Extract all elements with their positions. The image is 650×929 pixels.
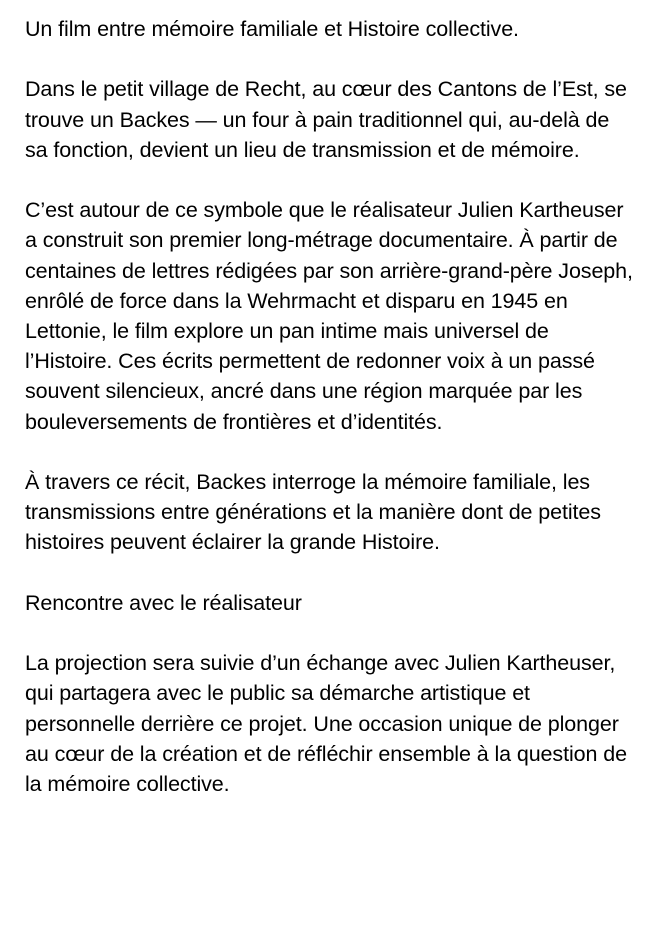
section-heading-meeting: Rencontre avec le réalisateur (25, 590, 302, 615)
intro-line: Un film entre mémoire familiale et Histoire collective. (25, 17, 519, 41)
paragraph-screening-exchange: La projection sera suivie d’un échange avec Julien Kartheuser, qui partagera avec le public sa démarche artistique et personnelle derrière ce projet. Une occasion unique de plonger au cœur de la création et de réfléchir ensemble à la question de la mémoire collective. (25, 651, 627, 796)
article-body (25, 14, 637, 799)
paragraph-director-letters: C’est autour de ce symbole que le réalisateur Julien Kartheuser a construit son premier long-métrage documentaire. À partir de centaines de lettres rédigées par son arrière-grand-père Joseph, enrôlé de force dans la Wehrmacht et disparu en 1945 en Lettonie, le film explore un pan intime mais universel de l’Histoire. Ces écrits permettent de redonner voix à un passé souvent silencieux, ancré dans une région marquée par les bouleversements de frontières et d’identités. (25, 198, 633, 434)
paragraph-backes-recht: Dans le petit village de Recht, au cœur des Cantons de l’Est, se trouve un Backes — un four à pain traditionnel qui, au-delà de sa fonction, devient un lieu de transmission et de mémoire. (25, 77, 627, 162)
paragraph-family-memory: À travers ce récit, Backes interroge la mémoire familiale, les transmissions entre générations et la manière dont de petites histoires peuvent éclairer la grande Histoire. (25, 470, 601, 555)
